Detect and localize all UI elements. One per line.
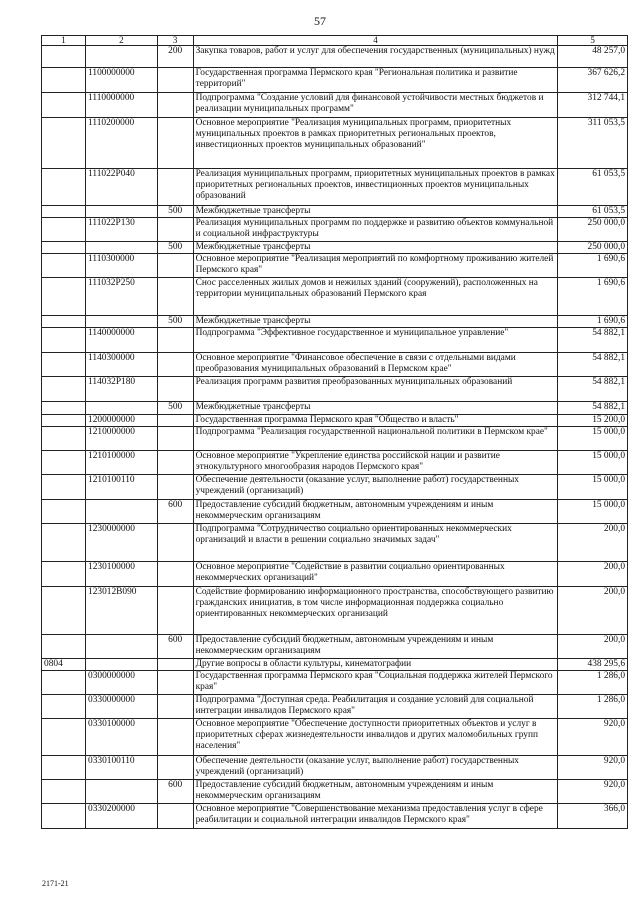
expense-type-cell: [157, 587, 193, 635]
table-row: [42, 278, 628, 316]
amount-cell: 312 744,1: [558, 93, 628, 118]
description-cell: Межбюджетные трансферты: [193, 206, 558, 218]
target-article-cell: 1230100000: [86, 562, 158, 587]
description-cell: Основное мероприятие "Укрепление единства российской нации и развитие этнокультурного многообразия народов Пермского края": [193, 451, 558, 475]
description-cell: Государственная программа Пермского края "Общество и власть": [193, 415, 558, 427]
section-code-cell: [42, 118, 86, 169]
table-row: [42, 415, 628, 427]
section-code-cell: [42, 68, 86, 93]
section-code-cell: 0804: [42, 659, 86, 671]
description-cell: Межбюджетные трансферты: [193, 242, 558, 254]
table-header-row: [42, 36, 628, 46]
amount-cell: 15 200,0: [558, 415, 628, 427]
target-article-cell: 1100000000: [86, 68, 158, 93]
table-row: [42, 46, 628, 68]
amount-cell: 15 000,0: [558, 427, 628, 451]
table-row: [42, 500, 628, 524]
amount-cell: 54 882,1: [558, 353, 628, 377]
header-col-5: 5: [558, 36, 628, 46]
target-article-cell: [86, 659, 158, 671]
table-row: [42, 427, 628, 451]
amount-cell: 920,0: [558, 719, 628, 756]
table-row: [42, 587, 628, 635]
table-row: [42, 316, 628, 328]
expense-type-cell: [157, 427, 193, 451]
description-cell: Другие вопросы в области культуры, кинематографии: [193, 659, 558, 671]
expense-type-cell: [157, 169, 193, 206]
expense-type-cell: [157, 719, 193, 756]
target-article-cell: [86, 635, 158, 659]
expense-type-cell: [157, 353, 193, 377]
amount-cell: 1 690,6: [558, 254, 628, 278]
target-article-cell: 1210100110: [86, 475, 158, 500]
expense-type-cell: 600: [157, 635, 193, 659]
table-row: [42, 695, 628, 719]
expense-type-cell: 200: [157, 46, 193, 68]
table-row: [42, 659, 628, 671]
description-cell: Основное мероприятие "Содействие в развитии социально ориентированных некоммерческих организаций": [193, 562, 558, 587]
description-cell: Подпрограмма "Создание условий для финансовой устойчивости местных бюджетов и реализации муниципальных программ": [193, 93, 558, 118]
target-article-cell: 114032P180: [86, 377, 158, 402]
section-code-cell: [42, 635, 86, 659]
expense-type-cell: [157, 671, 193, 695]
section-code-cell: [42, 719, 86, 756]
table-row: [42, 451, 628, 475]
section-code-cell: [42, 169, 86, 206]
section-code-cell: [42, 242, 86, 254]
amount-cell: 61 053,5: [558, 169, 628, 206]
header-col-1: 1: [42, 36, 86, 46]
expense-type-cell: [157, 562, 193, 587]
section-code-cell: [42, 427, 86, 451]
expense-type-cell: [157, 659, 193, 671]
amount-cell: 15 000,0: [558, 500, 628, 524]
table-row: [42, 206, 628, 218]
amount-cell: 920,0: [558, 756, 628, 780]
amount-cell: 250 000,0: [558, 218, 628, 242]
section-code-cell: [42, 524, 86, 562]
description-cell: Реализация программ развития преобразованных муниципальных образований: [193, 377, 558, 402]
expense-type-cell: [157, 254, 193, 278]
amount-cell: 54 882,1: [558, 377, 628, 402]
description-cell: Закупка товаров, работ и услуг для обеспечения государственных (муниципальных) нужд: [193, 46, 558, 68]
target-article-cell: [86, 316, 158, 328]
section-code-cell: [42, 206, 86, 218]
target-article-cell: 111022P130: [86, 218, 158, 242]
description-cell: Основное мероприятие "Обеспечение доступности приоритетных объектов и услуг в приоритетных сферах жизнедеятельности инвалидов и других маломобильных групп населения": [193, 719, 558, 756]
budget-table: [41, 35, 628, 829]
table-row: [42, 475, 628, 500]
description-cell: Предоставление субсидий бюджетным, автономным учреждениям и иным некоммерческим организациям: [193, 500, 558, 524]
amount-cell: 15 000,0: [558, 451, 628, 475]
table-row: [42, 68, 628, 93]
amount-cell: 61 053,5: [558, 206, 628, 218]
amount-cell: 367 626,2: [558, 68, 628, 93]
target-article-cell: 1110000000: [86, 93, 158, 118]
target-article-cell: 1210100000: [86, 451, 158, 475]
section-code-cell: [42, 46, 86, 68]
table-row: [42, 562, 628, 587]
table-row: [42, 254, 628, 278]
section-code-cell: [42, 451, 86, 475]
description-cell: Реализация муниципальных программ, приоритетных муниципальных проектов в рамках приоритетных региональных проектов, инвестиционных проектов муниципальных образований: [193, 169, 558, 206]
header-col-2: 2: [86, 36, 158, 46]
amount-cell: 1 286,0: [558, 695, 628, 719]
amount-cell: 15 000,0: [558, 475, 628, 500]
table-row: [42, 118, 628, 169]
target-article-cell: [86, 402, 158, 415]
footer-code: 2171-21: [42, 879, 69, 888]
amount-cell: 54 882,1: [558, 402, 628, 415]
expense-type-cell: [157, 218, 193, 242]
table-row: [42, 780, 628, 804]
amount-cell: 200,0: [558, 635, 628, 659]
table-row: [42, 169, 628, 206]
expense-type-cell: 500: [157, 242, 193, 254]
section-code-cell: [42, 353, 86, 377]
description-cell: Межбюджетные трансферты: [193, 402, 558, 415]
table-row: [42, 402, 628, 415]
expense-type-cell: [157, 695, 193, 719]
description-cell: Основное мероприятие "Реализация мероприятий по комфортному проживанию жителей Пермского края": [193, 254, 558, 278]
target-article-cell: [86, 242, 158, 254]
amount-cell: 54 882,1: [558, 328, 628, 353]
expense-type-cell: [157, 377, 193, 402]
amount-cell: 1 690,6: [558, 278, 628, 316]
expense-type-cell: [157, 328, 193, 353]
table-row: [42, 635, 628, 659]
description-cell: Подпрограмма "Эффективное государственное и муниципальное управление": [193, 328, 558, 353]
table-row: [42, 242, 628, 254]
section-code-cell: [42, 278, 86, 316]
header-col-4: 4: [193, 36, 558, 46]
table-row: [42, 353, 628, 377]
expense-type-cell: 500: [157, 316, 193, 328]
description-cell: Подпрограмма "Доступная среда. Реабилитация и создание условий для социальной интеграции инвалидов Пермского края": [193, 695, 558, 719]
section-code-cell: [42, 328, 86, 353]
description-cell: Основное мероприятие "Финансовое обеспечение в связи с отдельными видами преобразования муниципальных образований в Пермском крае": [193, 353, 558, 377]
amount-cell: 438 295,6: [558, 659, 628, 671]
expense-type-cell: [157, 93, 193, 118]
expense-type-cell: [157, 278, 193, 316]
page-number: 57: [314, 14, 326, 28]
expense-type-cell: [157, 118, 193, 169]
section-code-cell: [42, 475, 86, 500]
table-row: [42, 719, 628, 756]
description-cell: Снос расселенных жилых домов и нежилых зданий (сооружений), расположенных на территории муниципальных образований Пермского края: [193, 278, 558, 316]
amount-cell: 48 257,0: [558, 46, 628, 68]
expense-type-cell: 600: [157, 780, 193, 804]
table-row: [42, 524, 628, 562]
description-cell: Основное мероприятие "Реализация муниципальных программ, приоритетных муниципальных проектов в рамках приоритетных региональных проектов, инвестиционных проектов муниципальных образований": [193, 118, 558, 169]
description-cell: Межбюджетные трансферты: [193, 316, 558, 328]
table-row: [42, 328, 628, 353]
target-article-cell: 1230000000: [86, 524, 158, 562]
description-cell: Предоставление субсидий бюджетным, автономным учреждениям и иным некоммерческим организациям: [193, 635, 558, 659]
target-article-cell: 1140000000: [86, 328, 158, 353]
expense-type-cell: [157, 415, 193, 427]
target-article-cell: [86, 46, 158, 68]
amount-cell: 200,0: [558, 524, 628, 562]
amount-cell: 311 053,5: [558, 118, 628, 169]
section-code-cell: [42, 587, 86, 635]
table-row: [42, 756, 628, 780]
section-code-cell: [42, 562, 86, 587]
section-code-cell: [42, 756, 86, 780]
expense-type-cell: [157, 756, 193, 780]
expense-type-cell: 500: [157, 206, 193, 218]
target-article-cell: [86, 780, 158, 804]
section-code-cell: [42, 218, 86, 242]
table-row: [42, 218, 628, 242]
target-article-cell: 1110300000: [86, 254, 158, 278]
target-article-cell: 0330000000: [86, 695, 158, 719]
description-cell: Подпрограмма "Реализация государственной национальной политики в Пермском крае": [193, 427, 558, 451]
target-article-cell: 1140300000: [86, 353, 158, 377]
description-cell: Обеспечение деятельности (оказание услуг, выполнение работ) государственных учреждений (организаций): [193, 756, 558, 780]
target-article-cell: 0330100000: [86, 719, 158, 756]
description-cell: Подпрограмма "Сотрудничество социально ориентированных некоммерческих организаций и власти в решении социально значимых задач": [193, 524, 558, 562]
amount-cell: 366,0: [558, 804, 628, 829]
expense-type-cell: [157, 475, 193, 500]
target-article-cell: 123012B090: [86, 587, 158, 635]
amount-cell: 1 286,0: [558, 671, 628, 695]
target-article-cell: 111032P250: [86, 278, 158, 316]
expense-type-cell: [157, 451, 193, 475]
target-article-cell: 0300000000: [86, 671, 158, 695]
expense-type-cell: [157, 804, 193, 829]
section-code-cell: [42, 671, 86, 695]
target-article-cell: 0330200000: [86, 804, 158, 829]
table-row: [42, 93, 628, 118]
description-cell: Государственная программа Пермского края "Региональная политика и развитие территорий": [193, 68, 558, 93]
description-cell: Основное мероприятие "Совершенствование механизма предоставления услуг в сфере реабилитации и социальной интеграции инвалидов Пермского края": [193, 804, 558, 829]
section-code-cell: [42, 415, 86, 427]
section-code-cell: [42, 804, 86, 829]
table-row: [42, 804, 628, 829]
amount-cell: 250 000,0: [558, 242, 628, 254]
section-code-cell: [42, 500, 86, 524]
target-article-cell: [86, 206, 158, 218]
section-code-cell: [42, 695, 86, 719]
section-code-cell: [42, 780, 86, 804]
target-article-cell: 1200000000: [86, 415, 158, 427]
amount-cell: 200,0: [558, 587, 628, 635]
expense-type-cell: [157, 68, 193, 93]
description-cell: Содействие формированию информационного пространства, способствующего развитию гражданских инициатив, в том числе информационная поддержка социально ориентированных некоммерческих организаций: [193, 587, 558, 635]
target-article-cell: 1210000000: [86, 427, 158, 451]
description-cell: Предоставление субсидий бюджетным, автономным учреждениям и иным некоммерческим организациям: [193, 780, 558, 804]
section-code-cell: [42, 316, 86, 328]
target-article-cell: 0330100110: [86, 756, 158, 780]
table-body: [42, 46, 628, 829]
amount-cell: 920,0: [558, 780, 628, 804]
amount-cell: 200,0: [558, 562, 628, 587]
description-cell: Реализация муниципальных программ по поддержке и развитию объектов коммунальной и социальной инфраструктуры: [193, 218, 558, 242]
expense-type-cell: 500: [157, 402, 193, 415]
section-code-cell: [42, 254, 86, 278]
expense-type-cell: 600: [157, 500, 193, 524]
section-code-cell: [42, 377, 86, 402]
section-code-cell: [42, 402, 86, 415]
description-cell: Обеспечение деятельности (оказание услуг, выполнение работ) государственных учреждений (организаций): [193, 475, 558, 500]
description-cell: Государственная программа Пермского края "Социальная поддержка жителей Пермского края": [193, 671, 558, 695]
section-code-cell: [42, 93, 86, 118]
table-row: [42, 671, 628, 695]
target-article-cell: 1110200000: [86, 118, 158, 169]
table-row: [42, 377, 628, 402]
header-col-3: 3: [157, 36, 193, 46]
target-article-cell: 111022P040: [86, 169, 158, 206]
amount-cell: 1 690,6: [558, 316, 628, 328]
expense-type-cell: [157, 524, 193, 562]
target-article-cell: [86, 500, 158, 524]
